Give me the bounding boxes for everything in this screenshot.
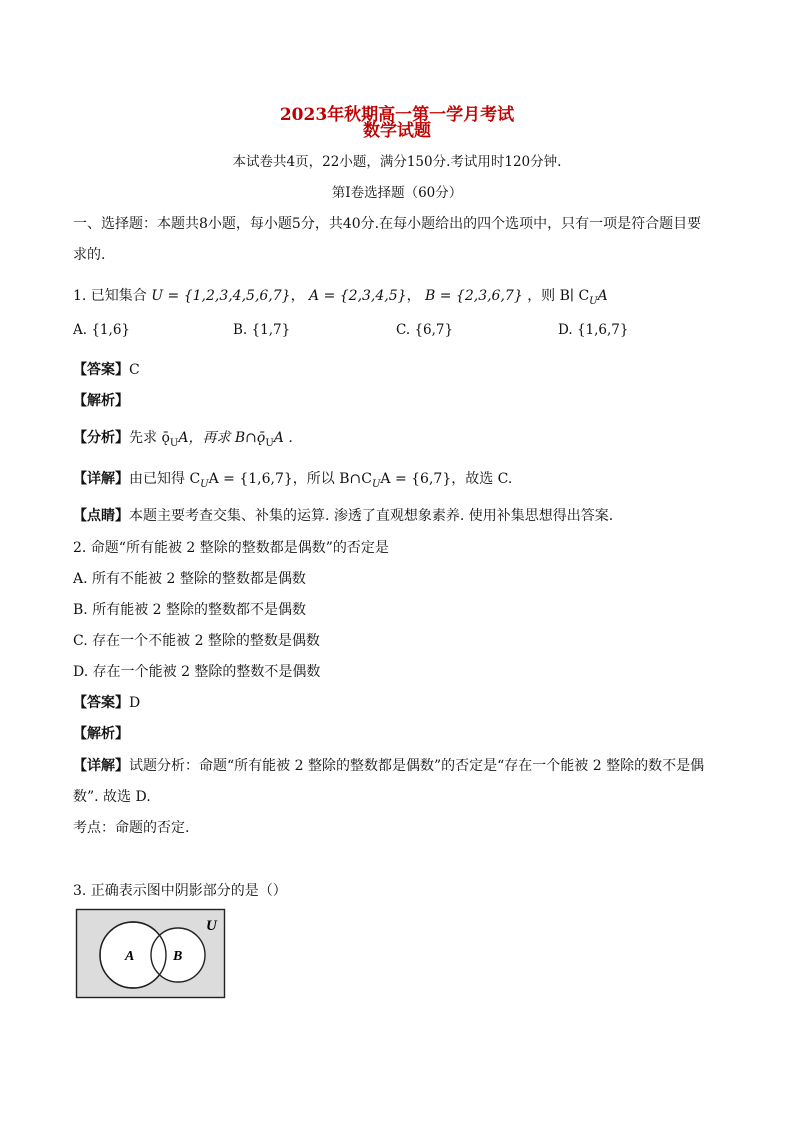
detail-tag: 【详解】 (73, 471, 129, 487)
q1-stem: 1. 已知集合 U = {1,2,3,4,5,6,7}， A = {2,3,4,5}， B = {2,3,6,7} ，则 B∣ $C_UA$ (73, 288, 608, 307)
q2-answer (73, 692, 140, 712)
dianjing-text: 本题主要考查交集、补集的运算. 渗透了直观想象素养. 使用补集思想得出答案. (129, 508, 614, 524)
q1-option-d (558, 322, 628, 338)
section-heading-line1: 一、选择题：本题共8小题，每小题5分，共40分.在每小题给出的四个选项中，只有一项是符合题目要 (73, 216, 702, 232)
answer-tag: 【答案】 (73, 695, 129, 711)
option-value: {6,7} (414, 322, 454, 338)
option-value: {1,6,7} (576, 322, 629, 338)
fenxi-sub: U (169, 437, 179, 449)
venn-label-b: B (173, 949, 183, 964)
venn-label-a: A (125, 949, 135, 964)
q2-detail-line2: 数”. 故选 D. (73, 789, 151, 805)
q2-option-a: A. 所有不能被 2 整除的整数都是偶数 (73, 571, 306, 587)
fenxi-tail: A . (273, 430, 293, 446)
fenxi-mid: A，再求 B∩ǭ (178, 430, 266, 446)
exam-info: 本试卷共4页，22小题，满分150分.考试用时120分钟. (232, 154, 562, 170)
q1-dianjing (73, 505, 613, 525)
venn-label-u: U (206, 918, 217, 934)
option-label: C. (396, 322, 411, 338)
q1-ask: ，则 B∣ C (527, 288, 590, 304)
q2-detail-line1 (73, 755, 704, 775)
dianjing-tag: 【点睛】 (73, 508, 129, 524)
q1-set-u: U = {1,2,3,4,5,6,7} (151, 288, 291, 304)
q1-set-a: A = {2,3,4,5} (309, 288, 407, 304)
detail-c: A = {6,7}，故选 C. (380, 471, 513, 487)
page-title: 2023年秋期高一第一学月考试 (279, 105, 515, 125)
q2-option-c: C. 存在一个不能被 2 整除的整数是偶数 (73, 633, 320, 649)
subject-title: 数学试题 (363, 121, 431, 141)
option-label: D. (558, 322, 573, 338)
answer-value: D (129, 695, 141, 711)
option-value: {1,6} (91, 322, 130, 338)
option-label: A. (73, 322, 88, 338)
q1-ask-sub: U (589, 295, 598, 307)
q1-analysis-tag: 【解析】 (73, 393, 129, 409)
q2-kaodian: 考点：命题的否定. (73, 820, 190, 836)
q1-number: 1. 已知集合 (73, 288, 147, 304)
q3-stem: 3. 正确表示图中阴影部分的是（） (73, 883, 287, 899)
detail-b: A = {1,6,7}，所以 B∩C (208, 471, 372, 487)
detail-a: 由已知得 C (129, 471, 201, 487)
detail-sub: U (200, 478, 209, 490)
detail-text: 试题分析：命题“所有能被 2 整除的整数都是偶数”的否定是“存在一个能被 2 整除的数不是偶 (129, 758, 705, 774)
fenxi-text: 先求 ǭ (129, 430, 170, 446)
answer-value: C (129, 362, 140, 378)
part-heading: 第Ⅰ卷选择题（60分） (331, 185, 463, 201)
q1-option-a (73, 322, 130, 338)
q2-option-b: B. 所有能被 2 整除的整数都不是偶数 (73, 602, 306, 618)
section-heading-line2: 求的. (73, 247, 106, 263)
q1-set-b: B = {2,3,6,7} (425, 288, 523, 304)
option-value: {1,7} (251, 322, 291, 338)
q1-detail (73, 468, 512, 490)
detail-sub2: U (371, 478, 381, 490)
q1-fenxi (73, 427, 293, 449)
q2-analysis-tag: 【解析】 (73, 726, 129, 742)
fenxi-tag: 【分析】 (73, 430, 129, 446)
q1-answer (73, 359, 140, 379)
q1-ask-tail: A (597, 288, 608, 304)
answer-tag: 【答案】 (73, 362, 129, 378)
detail-tag: 【详解】 (73, 758, 129, 774)
fenxi-sub2: U (265, 437, 274, 449)
q2-option-d: D. 存在一个能被 2 整除的整数不是偶数 (73, 664, 321, 680)
option-label: B. (233, 322, 248, 338)
q2-stem: 2. 命题“所有能被 2 整除的整数都是偶数”的否定是 (73, 540, 389, 556)
q1-option-c (396, 322, 453, 338)
q1-option-b (233, 322, 290, 338)
venn-diagram (75, 908, 227, 1000)
